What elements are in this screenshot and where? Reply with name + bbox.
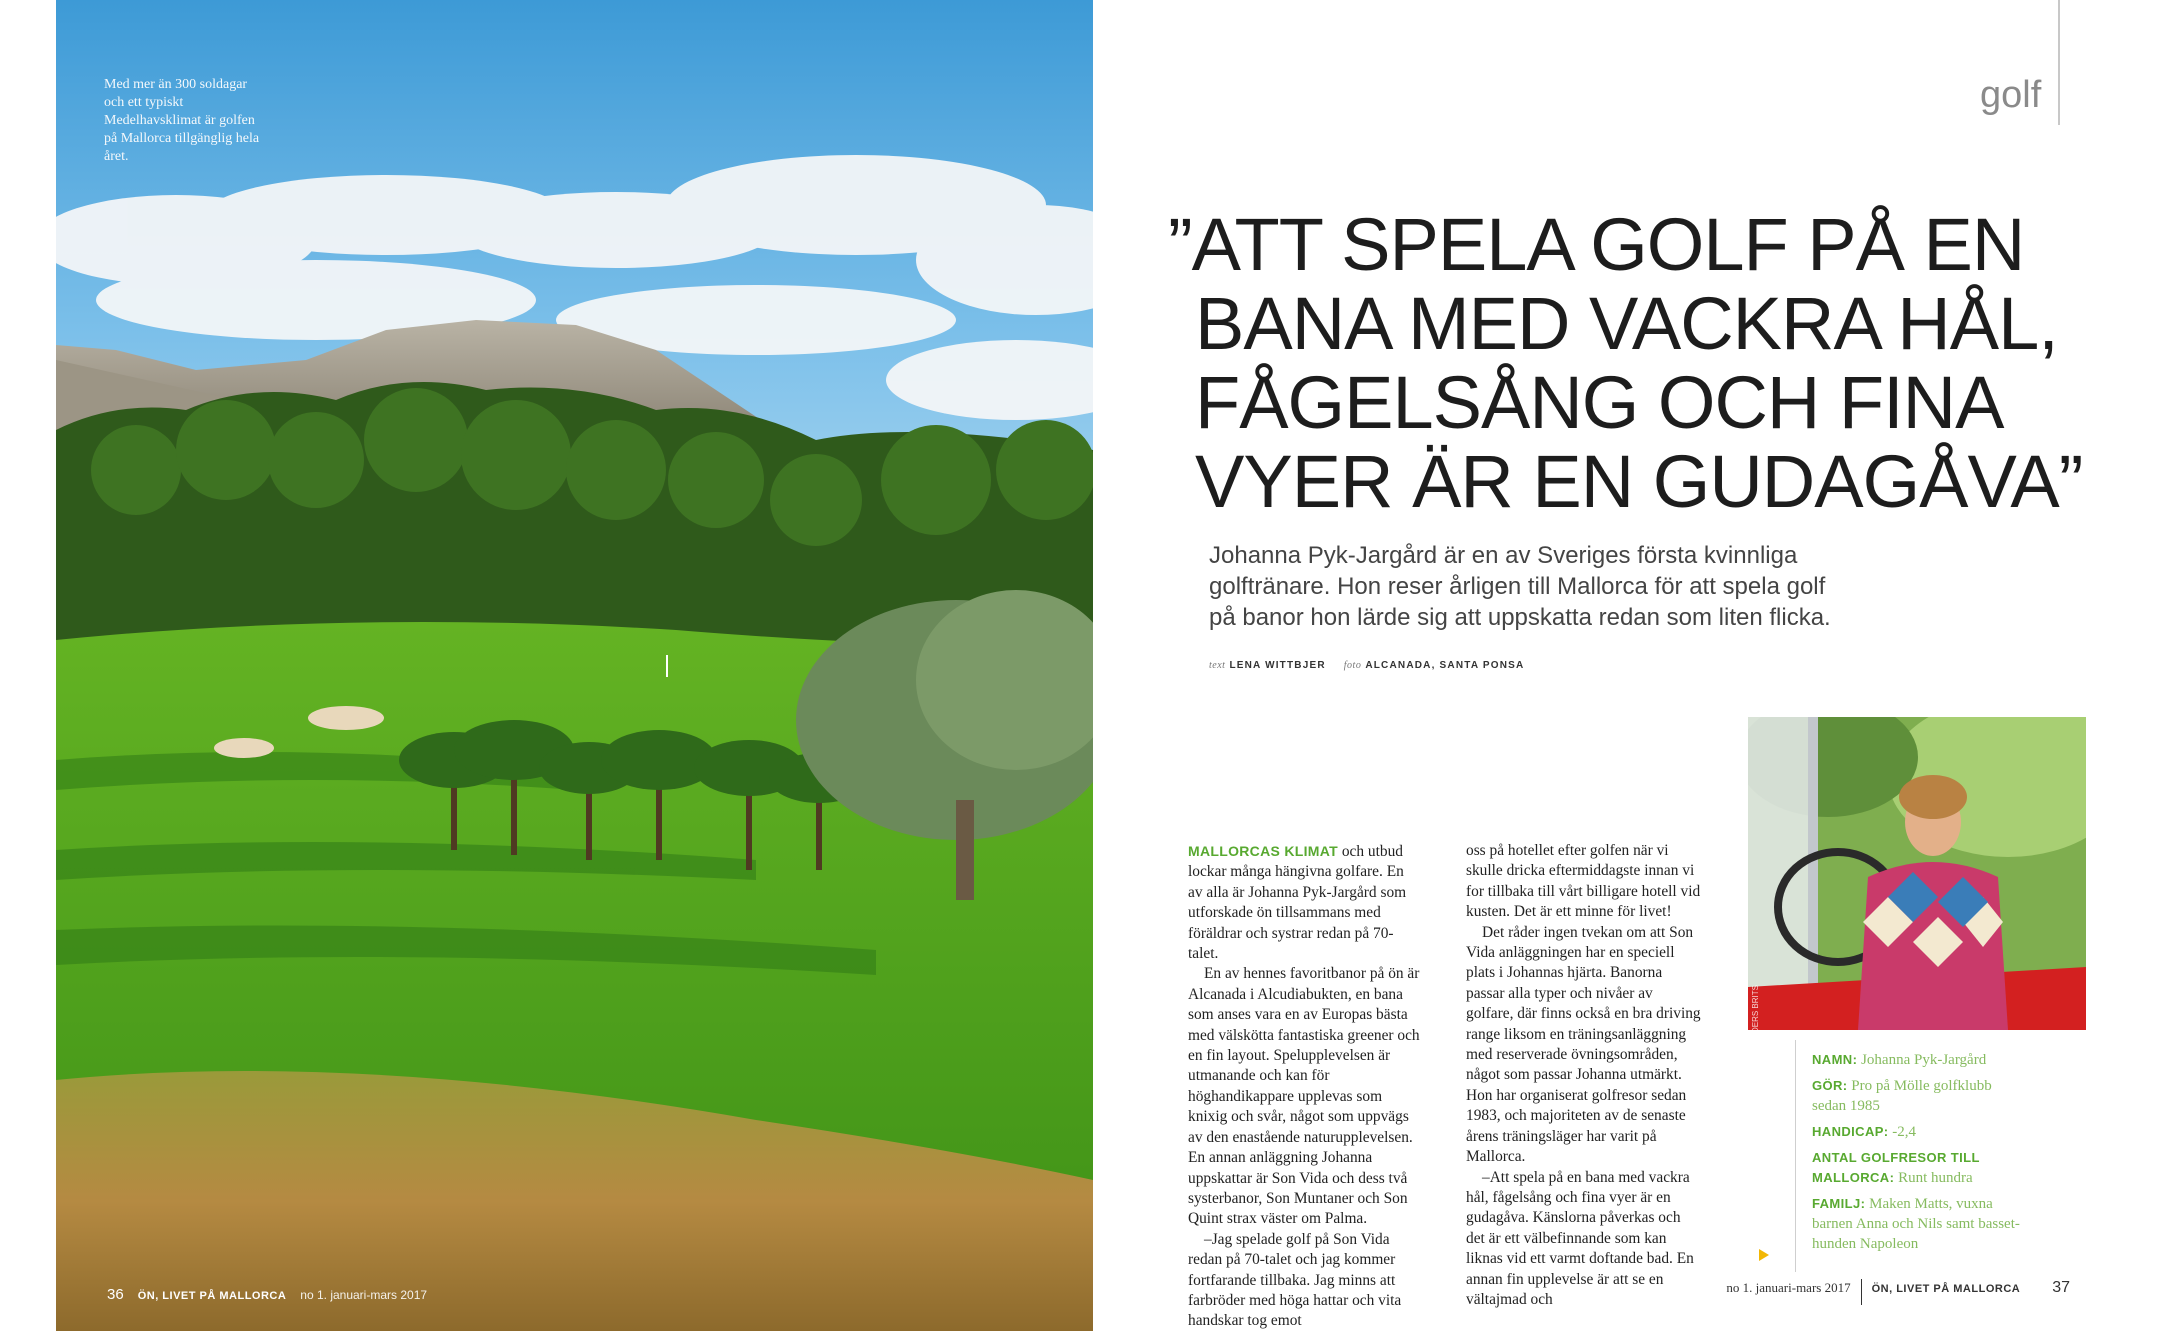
- fact-row: [1812, 1148, 2022, 1188]
- byline-text-label: text: [1209, 660, 1226, 671]
- fact-label: ANTAL GOLFRESOR TILL MALLORCA:: [1812, 1150, 1980, 1185]
- magazine-name-left: ÖN, LIVET PÅ MALLORCA: [137, 1290, 287, 1302]
- fact-value: -2,4: [1892, 1124, 1917, 1140]
- byline-photo-label: foto: [1343, 660, 1362, 671]
- golf-course-illustration: [56, 0, 1093, 1331]
- byline: [1209, 660, 1538, 671]
- flagstick: [666, 655, 668, 677]
- body-paragraph-text: och utbud lockar många hängivna golfare. En av alla är Johanna Pyk-Jargård som utforskade ön tillsammans med föräldrar och systrar redan på 70-talet.: [1188, 843, 1407, 963]
- folio-left: [107, 1286, 427, 1303]
- lead-caps: MALLORCAS KLIMAT: [1188, 843, 1338, 859]
- magazine-name-right: ÖN, LIVET PÅ MALLORCA: [1871, 1283, 2021, 1295]
- photo-credit: FOTO: ANDERS BRITS: [1751, 985, 1760, 1071]
- fact-label: HANDICAP:: [1812, 1124, 1889, 1139]
- headline-line: FÅGELSÅNG OCH FINA: [1195, 361, 2004, 444]
- headline-line: BANA MED VACKRA HÅL,: [1195, 282, 2058, 365]
- body-paragraph: [1188, 841, 1421, 964]
- body-paragraph: Det råder ingen tvekan om att Son Vida anläggningen har en speciell plats i Johannas hjärta. Banorna passar alla typer och nivåer av golfare, där finns också en bra driving range liksom en träningsanläggning med reserverade övningsområden, något som passar Johanna utmärkt. Hon har organiserat golfresor sedan 1983, och majoriteten av de senaste årens träningsläger har varit på Mallorca.: [1466, 923, 1701, 1166]
- issue-left: no 1. januari-mars 2017: [300, 1288, 428, 1302]
- folio-right: [1726, 1279, 2070, 1305]
- portrait-illustration: [1748, 717, 2086, 1030]
- section-label: golf: [1980, 74, 2042, 116]
- issue-right: no 1. januari-mars 2017: [1726, 1280, 1851, 1295]
- fact-row: [1812, 1076, 2022, 1116]
- arrow-icon: [1759, 1249, 1769, 1261]
- fact-row: [1812, 1194, 2022, 1254]
- body-column-2: [1466, 841, 1702, 1310]
- body-paragraph: –Att spela på en bana med vackra hål, fågelsång och fina vyer är en gudagåva. Känslorna påverkas och det är ett välbefinnande som kan liknas vid ett varmt doftande bad. En annan fin upplevelse är att se en vältajmad och: [1466, 1168, 1694, 1308]
- section-rule: [2058, 0, 2060, 125]
- fact-value: Pro på Mölle golfklubb sedan 1985: [1812, 1078, 1992, 1114]
- photo-caption: Med mer än 300 soldagar och ett typiskt Medelhavsklimat är golfen på Mallorca tillgänglig hela året.: [104, 77, 260, 164]
- fact-label: NAMN:: [1812, 1052, 1858, 1067]
- body-paragraph: En av hennes favoritbanor på ön är Alcanada i Alcudiabukten, en bana som anses vara en av Europas bästa med välskötta fantastiska greener och en fin layout. Spelupplevelsen är utmanande och kan för höghandikappare upplevas som knixig och svår, något som uppvägs av den enastående naturupplevelsen. En annan anläggning Johanna uppskattar är Son Vida och dess två systerbanor, Son Muntaner och Son Quint strax väster om Palma.: [1188, 965, 1420, 1228]
- lede: Johanna Pyk-Jargård är en av Sveriges första kvinnliga golftränare. Hon reser årligen till Mallorca för att spela golf på banor hon lärde sig att uppskatta redan som liten flicka.: [1209, 542, 1831, 631]
- fact-value: Johanna Pyk-Jargård: [1861, 1052, 1987, 1068]
- folio-divider: [1861, 1279, 1862, 1305]
- byline-author: LENA WITTBJER: [1229, 660, 1326, 671]
- factbox: [1812, 1050, 2022, 1260]
- page-number-left: 36: [107, 1286, 124, 1303]
- headline-line: VYER ÄR EN GUDAGÅVA”: [1195, 440, 2083, 523]
- body-paragraph: oss på hotellet efter golfen när vi skulle dricka eftermiddagste innan vi for tillbaka till vårt billigare hotell vid kusten. Det är ett minne för livet!: [1466, 842, 1701, 921]
- headline-line: ”ATT SPELA GOLF PÅ EN: [1168, 203, 2025, 286]
- byline-photographer: ALCANADA, SANTA PONSA: [1365, 660, 1525, 671]
- factbox-rule: [1795, 1040, 1796, 1272]
- golf-course-photo: [56, 0, 1093, 1331]
- fact-label: GÖR:: [1812, 1078, 1848, 1093]
- page-number-right: 37: [2052, 1279, 2070, 1296]
- fact-value: Runt hundra: [1898, 1170, 1973, 1186]
- headline: [1168, 203, 2083, 523]
- portrait-photo: [1748, 717, 2086, 1030]
- body-column-1: [1188, 841, 1421, 1332]
- fact-row: [1812, 1122, 2022, 1142]
- body-paragraph: –Jag spelade golf på Son Vida redan på 70-talet och jag kommer fortfarande tillbaka. Jag minns att farbröder med höga hattar och vita handskar tog emot: [1188, 1230, 1402, 1330]
- fact-value: Maken Matts, vuxna barnen Anna och Nils samt basset-hunden Napoleon: [1812, 1196, 2020, 1252]
- fact-label: FAMILJ:: [1812, 1196, 1866, 1211]
- fact-row: [1812, 1050, 2022, 1070]
